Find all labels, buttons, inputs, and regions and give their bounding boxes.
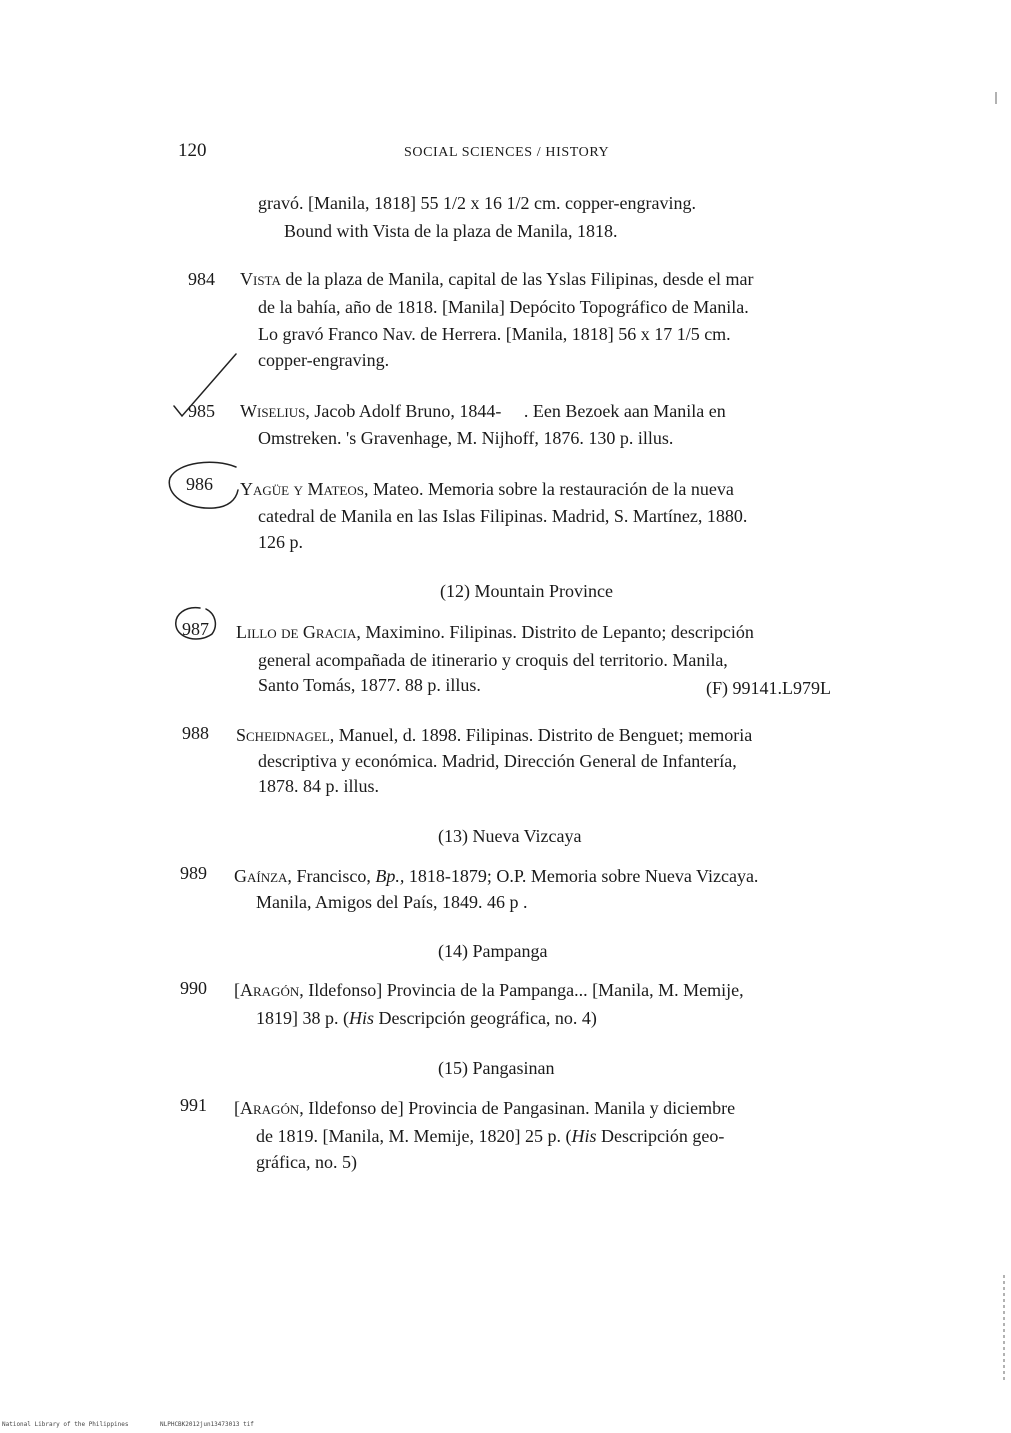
entry-number: 991 bbox=[180, 1095, 207, 1115]
entry-text: de 1819. [Manila, M. Memije, 1820] 25 p. ( bbox=[256, 1126, 572, 1146]
entry-line: Omstreken. 's Gravenhage, M. Nijhoff, 1876. 130 p. illus. bbox=[258, 428, 674, 448]
section-heading: (13) Nueva Vizcaya bbox=[438, 826, 582, 846]
entry-line: catedral de Manila en las Islas Filipinas. Madrid, S. Martínez, 1880. bbox=[258, 506, 748, 526]
entry-number: 988 bbox=[182, 723, 209, 743]
entry-line bbox=[234, 864, 758, 888]
entry-line: de la bahía, año de 1818. [Manila] Depócito Topográfico de Manila. bbox=[258, 297, 749, 317]
author-name: Aragón, bbox=[240, 980, 304, 1000]
entry-line: gráfica, no. 5) bbox=[256, 1152, 357, 1172]
entry-line bbox=[240, 267, 754, 291]
call-number: (F) 99141.L979L bbox=[706, 678, 831, 698]
entry-text: Ildefonso] Provincia de la Pampanga... [Manila, M. Memije, bbox=[303, 980, 744, 1000]
author-name: Scheidnagel, bbox=[236, 725, 335, 745]
entry-line bbox=[234, 1096, 735, 1120]
author-name: Wiselius, bbox=[240, 401, 310, 421]
entry-line bbox=[240, 477, 734, 501]
entry-line: general acompañada de itinerario y croquis del territorio. Manila, bbox=[258, 650, 728, 670]
page-number: 120 bbox=[178, 140, 207, 161]
entry-text: 1818-1879; O.P. Memoria sobre Nueva Vizcaya. bbox=[404, 866, 759, 886]
scan-footer-library: National Library of the Philippines bbox=[2, 1421, 129, 1428]
entry-text: Descripción geo- bbox=[596, 1126, 725, 1146]
entry-number: 989 bbox=[180, 863, 207, 883]
author-name: Gaínza, bbox=[234, 866, 292, 886]
section-heading: (12) Mountain Province bbox=[440, 581, 613, 601]
entry-text: Francisco, bbox=[291, 866, 376, 886]
entry-number: 990 bbox=[180, 978, 207, 998]
entry-text: [ bbox=[234, 980, 240, 1000]
continuation-line: gravó. [Manila, 1818] 55 1/2 x 16 1/2 cm. copper-engraving. bbox=[258, 193, 697, 213]
entry-text-italic: His bbox=[349, 1008, 375, 1028]
entry-text: 1819] 38 p. ( bbox=[256, 1008, 349, 1028]
running-head: SOCIAL SCIENCES / HISTORY bbox=[404, 145, 610, 160]
continuation-line: Bound with Vista de la plaza de Manila, 1818. bbox=[284, 221, 618, 241]
entry-line bbox=[234, 978, 744, 1002]
entry-text: de la plaza de Manila, capital de las Yslas Filipinas, desde el mar bbox=[280, 269, 754, 289]
entry-line: Santo Tomás, 1877. 88 p. illus. bbox=[258, 675, 481, 695]
author-name: Lillo de Gracia, bbox=[236, 622, 361, 642]
entry-text: Ildefonso de] Provincia de Pangasinan. Manila y diciembre bbox=[303, 1098, 736, 1118]
entry-text-italic: Bp., bbox=[375, 866, 405, 886]
entry-text: Jacob Adolf Bruno, 1844- . Een Bezoek aan Manila en bbox=[309, 401, 726, 421]
entry-text-italic: His bbox=[571, 1126, 597, 1146]
entry-line bbox=[256, 1124, 724, 1148]
entry-text: [ bbox=[234, 1098, 240, 1118]
entry-text: Mateo. Memoria sobre la restauración de la nueva bbox=[368, 479, 734, 499]
section-heading: (14) Pampanga bbox=[438, 941, 548, 961]
entry-line: 1878. 84 p. illus. bbox=[258, 776, 380, 796]
entry-text: Maximino. Filipinas. Distrito de Lepanto; descripción bbox=[360, 622, 754, 642]
entry-text: Manuel, d. 1898. Filipinas. Distrito de Benguet; memoria bbox=[334, 725, 753, 745]
entry-line bbox=[236, 723, 752, 747]
entry-line bbox=[256, 1006, 597, 1030]
entry-line: Lo gravó Franco Nav. de Herrera. [Manila, 1818] 56 x 17 1/5 cm. bbox=[258, 324, 731, 344]
entry-number: 987 bbox=[182, 619, 209, 639]
author-name: Aragón, bbox=[240, 1098, 304, 1118]
author-name: Vista bbox=[240, 269, 281, 289]
entry-number: 985 bbox=[188, 401, 215, 421]
entry-line: descriptiva y económica. Madrid, Dirección General de Infantería, bbox=[258, 751, 737, 771]
entry-text: Descripción geográfica, no. 4) bbox=[374, 1008, 597, 1028]
entry-line bbox=[236, 620, 754, 644]
entry-line: Manila, Amigos del País, 1849. 46 p . bbox=[256, 892, 528, 912]
entry-line: copper-engraving. bbox=[258, 350, 390, 370]
entry-number: 984 bbox=[188, 269, 215, 289]
section-heading: (15) Pangasinan bbox=[438, 1058, 555, 1078]
scan-footer-id: NLPHCBK2012jun13473013 tif bbox=[160, 1421, 254, 1428]
entry-line: 126 p. bbox=[258, 532, 303, 552]
entry-line bbox=[240, 399, 726, 423]
entry-number: 986 bbox=[186, 474, 213, 494]
author-name: Yagüe y Mateos, bbox=[240, 479, 369, 499]
